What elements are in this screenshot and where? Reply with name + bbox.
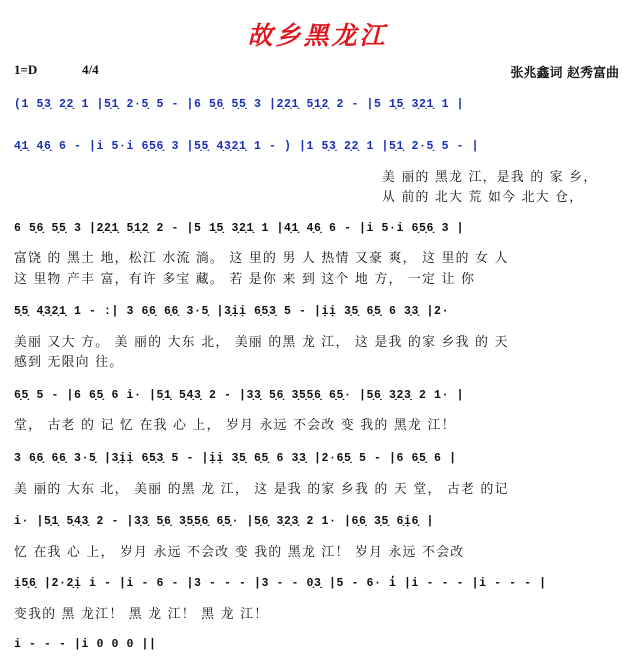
score-row-7-notes: i· |5̣1̣ 5̣4̣3̣ 2 - |3̣3̣ 5̣6̣ 3̣5̣5̣6̣ 6̣5̣· |5̣6̣ 3̣2̣3̣ 2 1· |6̣6̣ 3̣5̣ 6̣ị6̣ |: [14, 515, 435, 528]
score-row-3-lyrics-verse2: 这 里物 产丰 富，有许 多宝 藏。 若 是你 来 到 这个 地 方， 一定 让 你: [14, 272, 476, 287]
score-row-4-lyrics-verse2: 感到 无限向 往。: [14, 355, 124, 370]
score-row-2-lyrics-verse1: 美 丽的 黑龙 江，是我 的 家 乡，: [382, 170, 598, 185]
score-row-4-notes: 5̣5̣ 4̣3̣2̣1̣ 1 - :| 3 6̣6̣ 6̣6̣ 3·5̣ |3̣ịị 6̣5̣3̣ 5 - |ịị 3̣5̣ 6̣5̣ 6 3̣3̣ |2·: [14, 305, 450, 318]
score-row-5-notes: 6̣5̣ 5 - |6 6̣5̣ 6 i· |5̣1̣ 5̣4̣3̣ 2 - |3̣3̣ 5̣6̣ 3̣5̣5̣6̣ 6̣5̣· |5̣6̣ 3̣2̣3̣ 2 1· |: [14, 389, 465, 402]
score-row-8-lyrics: 变我的 黑 龙江！ 黑 龙 江！ 黑 龙 江！: [14, 607, 269, 622]
score-row-6-notes: 3 6̣6̣ 6̣6̣ 3·5̣ |3̣ịị 6̣5̣3̣ 5 - |ịị 3̣5̣ 6̣5̣ 6 3̣3̣ |2·6̣5̣ 5 - |6 6̣5̣ 6 |: [14, 452, 457, 465]
score-row-7-lyrics: 忆 在我 心 上， 岁月 永远 不会改 变 我的 黑龙 江！ 岁月 永远 不会改: [14, 545, 465, 560]
score-row-9-notes: i - - - |i 0 0 0 ||: [14, 638, 157, 651]
score-row-1-notes: (1 5̣3̣ 2̣2̣ 1 |5̣1̣ 2·5̣ 5 - |6 5̣6̣ 5̣5̣ 3 |2̣2̣1̣ 5̣1̣2̣ 2 - |5 1̣5̣ 3̣2̣1̣ 1 |: [14, 98, 465, 111]
score-row-5-lyrics: 堂， 古老 的 记 忆 在我 心 上， 岁月 永远 不会改 变 我的 黑龙 江！: [14, 418, 456, 433]
score-row-6-lyrics: 美 丽的 大东 北， 美丽 的黑 龙 江， 这 是我 的家 乡我 的 天 堂， 古老 的记: [14, 482, 509, 497]
score-row-3-lyrics-verse1: 富饶 的 黑土 地，松江 水流 淌。 这 里的 男 人 热情 又豪 爽， 这 里的 女 人: [14, 251, 509, 266]
score-row-3-notes: 6 5̣6̣ 5̣5̣ 3 |2̣2̣1̣ 5̣1̣2̣ 2 - |5 1̣5̣ 3̣2̣1̣ 1 |4̣1̣ 4̣6̣ 6 - |i 5·i 6̣5̣6̣ 3 |: [14, 222, 465, 235]
key-signature: 1=D: [14, 62, 38, 77]
score-row-2-notes: 4̣1̣ 4̣6̣ 6 - |i 5·i 6̣5̣6̣ 3 |5̣5̣ 4̣3̣2̣1̣ 1 - ) |1 5̣3̣ 2̣2̣ 1 |5̣1̣ 2·5̣ 5 - |: [14, 140, 480, 153]
credits: 张兆鑫词 赵秀富曲: [510, 66, 619, 81]
score-row-2-lyrics-verse2: 从 前的 北大 荒 如今 北大 仓，: [382, 190, 584, 205]
song-title: 故乡黑龙江: [247, 21, 388, 50]
score-row-4-lyrics-verse1: 美丽 又大 方。 美 丽的 大东 北， 美丽 的黑 龙 江， 这 是我 的家 乡我 的 天: [14, 335, 509, 350]
score-row-8-notes: ị5̣6̣ |2·2̣ị i - |i - 6 - |3 - - - |3 - - 0̣3̣ |5 - 6· i̇ |i - - - |i - - - |: [14, 577, 547, 590]
time-signature: 4/4: [82, 62, 99, 77]
